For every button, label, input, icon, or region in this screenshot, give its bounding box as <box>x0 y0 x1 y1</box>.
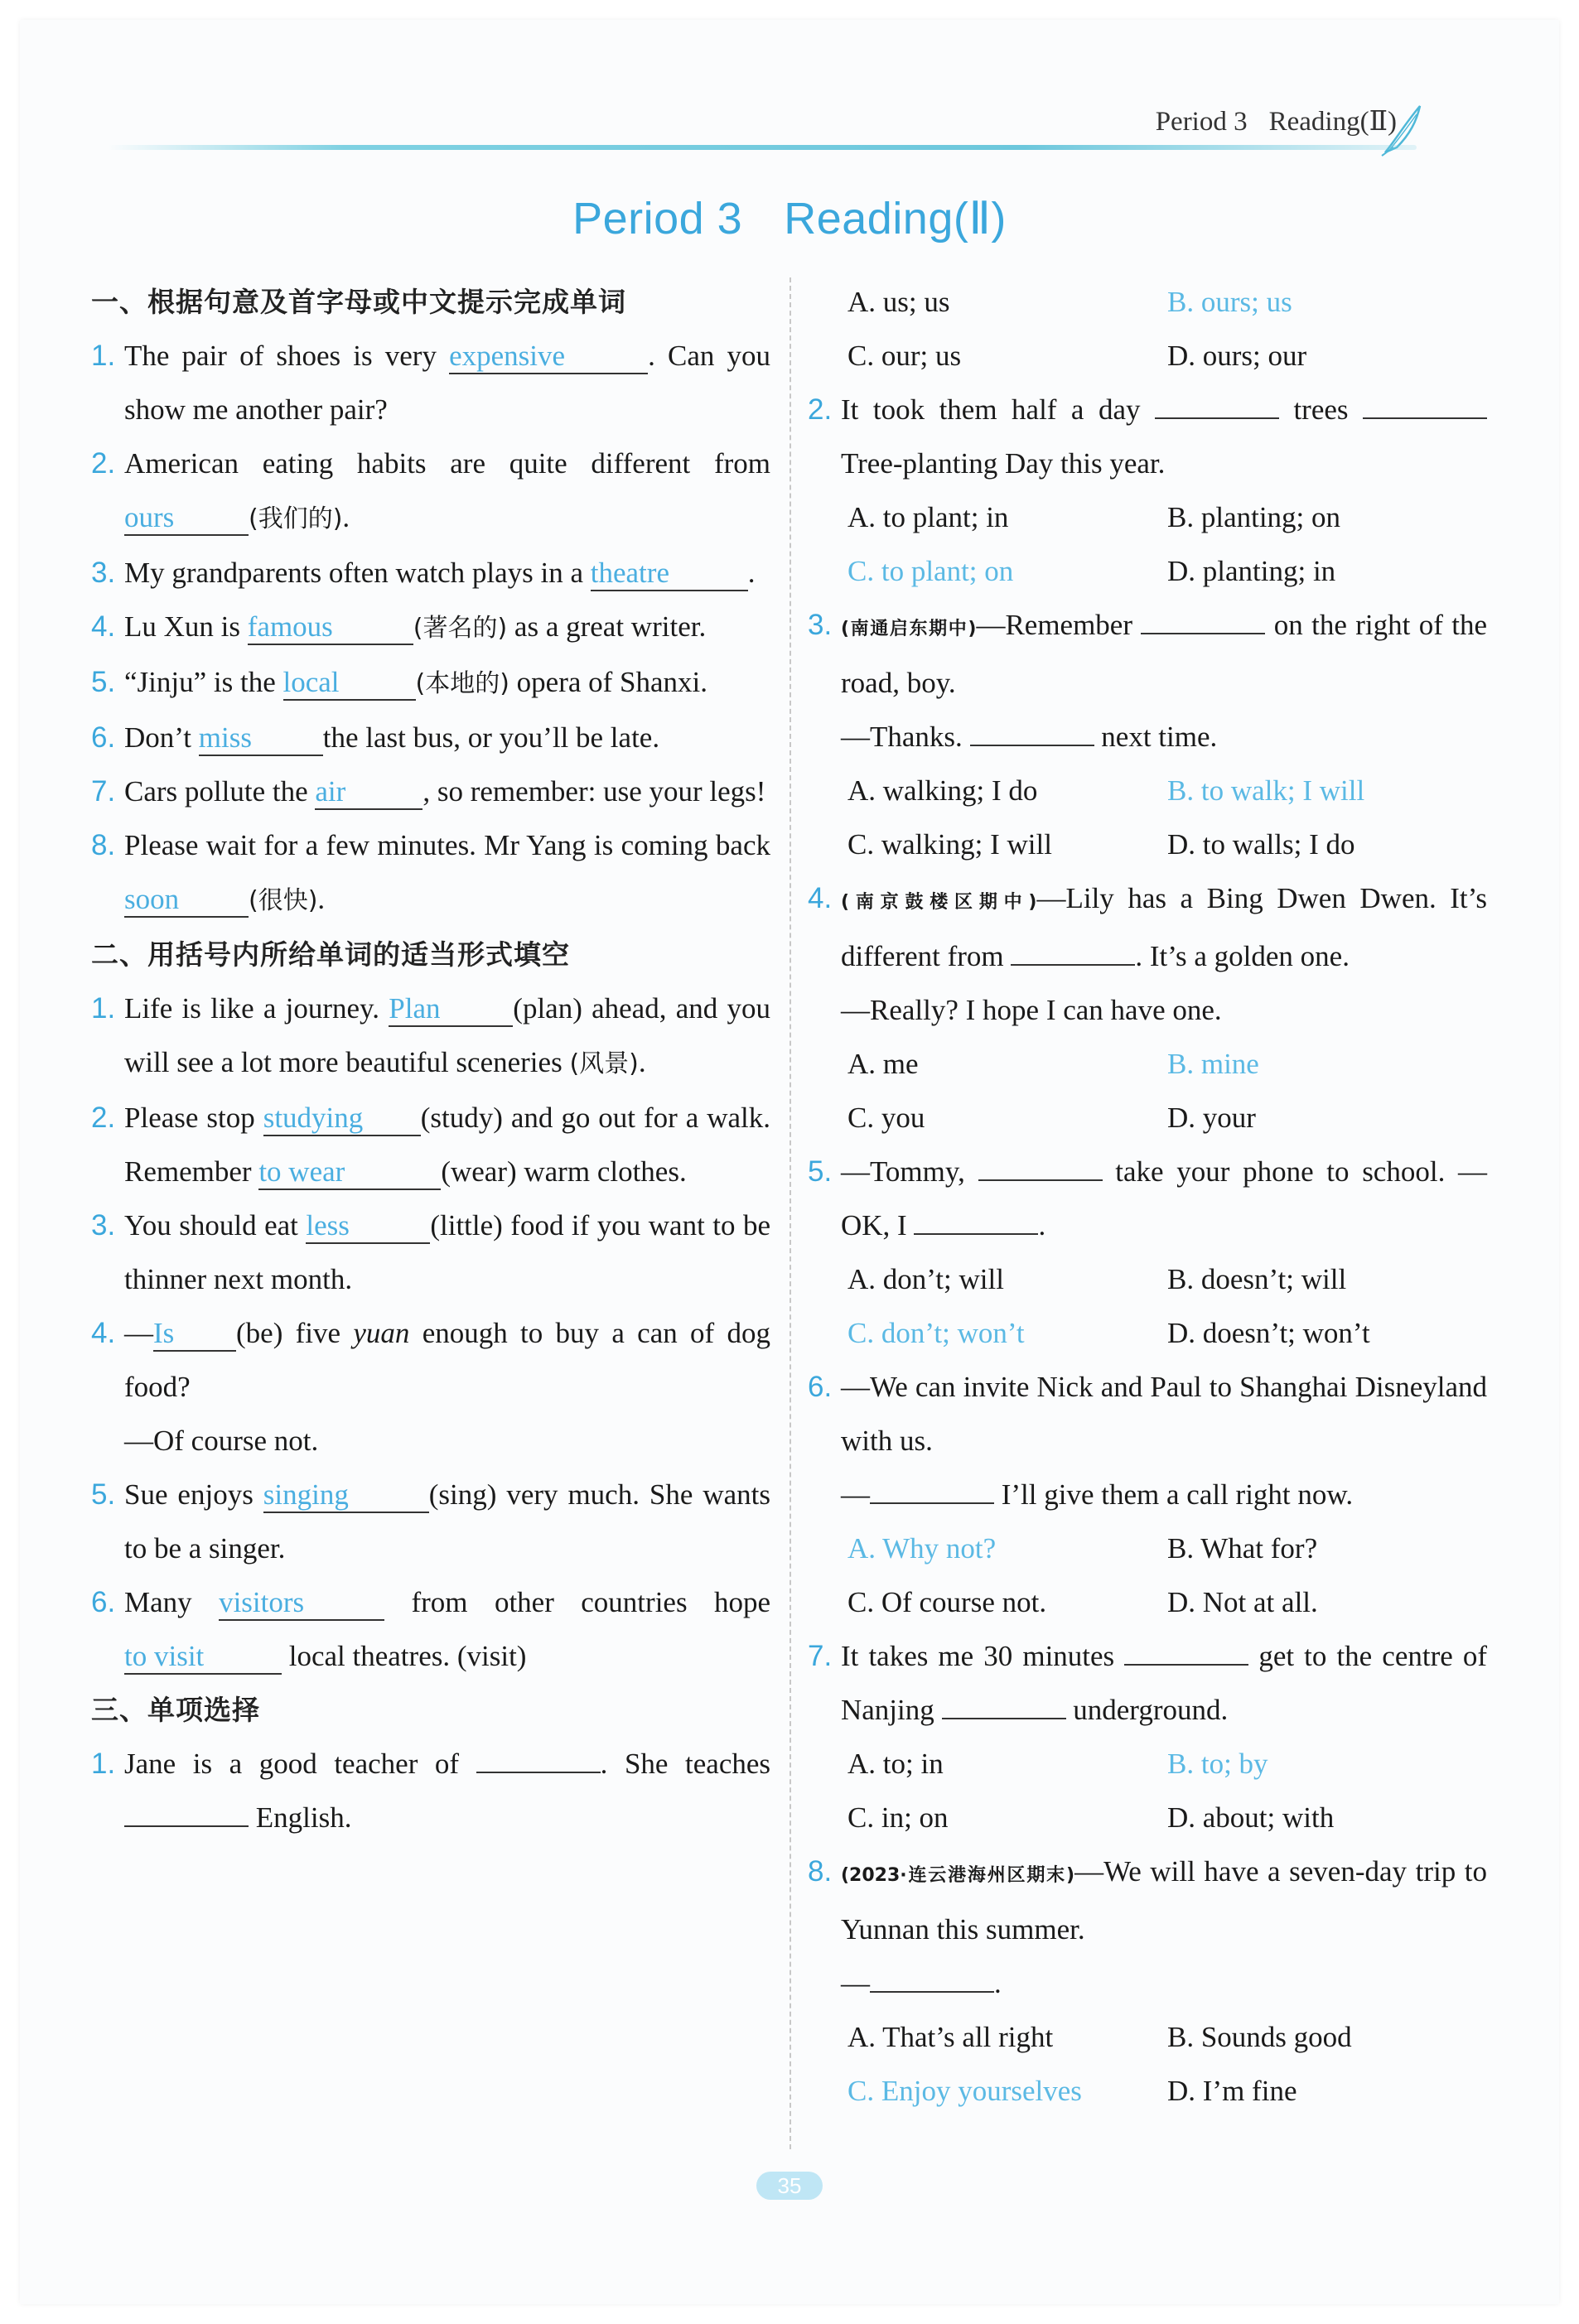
question-number: 1. <box>91 1748 116 1780</box>
section3-title: 三、单项选择 <box>91 1694 260 1726</box>
question-text: Tree-planting Day this year. <box>841 447 1166 480</box>
s1-question-1 <box>91 329 770 436</box>
option[interactable]: A. us; us <box>847 286 950 318</box>
answer-blank[interactable] <box>978 1156 1103 1181</box>
question-number: 1. <box>91 992 116 1025</box>
question-number: 5. <box>91 666 116 698</box>
source-note: (南京鼓楼区期中) <box>841 892 1037 913</box>
question-number: 6. <box>91 1586 116 1618</box>
s2-question-5 <box>91 1468 770 1575</box>
option[interactable]: C. you <box>847 1102 925 1134</box>
answer-blank[interactable] <box>1155 394 1279 419</box>
s3-question-7 <box>808 1629 1487 1737</box>
option-correct[interactable]: C. Enjoy yourselves <box>847 2075 1082 2107</box>
question-text: — <box>841 1478 870 1511</box>
answer-blank[interactable]: air <box>315 775 423 810</box>
answer-blank[interactable]: to wear <box>258 1155 441 1190</box>
s1-question-2 <box>91 436 770 546</box>
question-text: underground. <box>1073 1694 1229 1726</box>
option[interactable]: D. planting; in <box>1167 555 1336 587</box>
question-text: Sue enjoys <box>124 1478 254 1511</box>
question-text: from other countries hope <box>411 1586 771 1618</box>
reply-line <box>841 1468 1487 1521</box>
options-row <box>808 2064 1487 2118</box>
s3-question-5 <box>808 1145 1487 1252</box>
option[interactable]: A. That’s all right <box>847 2021 1054 2053</box>
option[interactable]: D. Not at all. <box>1167 1586 1318 1618</box>
option-correct[interactable]: B. to walk; I will <box>1167 774 1365 807</box>
question-text: next time. <box>1101 721 1218 753</box>
question-text: Please wait for a few minutes. Mr Yang is coming back <box>124 829 770 861</box>
options-row <box>808 275 1487 329</box>
question-number: 6. <box>808 1371 833 1403</box>
option[interactable]: D. about; with <box>1167 1801 1335 1834</box>
option[interactable]: B. doesn’t; will <box>1167 1263 1347 1295</box>
answer-blank[interactable] <box>870 1479 994 1504</box>
option-correct[interactable]: C. to plant; on <box>847 555 1014 587</box>
options-row <box>808 2010 1487 2064</box>
source-note: (南通启东期中) <box>841 619 977 639</box>
question-number: 2. <box>808 393 833 426</box>
question-text: , so remember: use your legs! <box>423 775 766 808</box>
option[interactable]: B. What for? <box>1167 1532 1318 1565</box>
question-text: Don’t <box>124 721 192 754</box>
chinese-hint: (很快) <box>249 886 318 915</box>
s3-question-6 <box>808 1360 1487 1521</box>
question-text: “Jinju” is the <box>124 666 276 698</box>
header-rule <box>108 145 1417 150</box>
question-number: 7. <box>808 1640 833 1672</box>
chinese-hint: (风景) <box>569 1049 639 1078</box>
s3-question-3 <box>808 598 1487 764</box>
question-number: 5. <box>808 1155 833 1188</box>
options-row <box>808 1252 1487 1306</box>
option-correct[interactable]: B. to; by <box>1167 1748 1268 1780</box>
options-row <box>808 764 1487 817</box>
options-row <box>808 490 1487 544</box>
answer-blank[interactable] <box>870 1968 994 1993</box>
question-number: 3. <box>91 557 116 589</box>
question-number: 2. <box>91 1102 116 1134</box>
answer-blank[interactable]: theatre <box>591 557 748 591</box>
question-text: . <box>638 1046 646 1078</box>
answer-blank[interactable] <box>124 1802 249 1827</box>
question-text: Life is like a journey. <box>124 992 380 1025</box>
question-text: —Tommy, <box>841 1155 965 1188</box>
column-divider <box>790 277 791 2149</box>
question-text: (plan) ahead, and you will see a lot more beautiful sceneries <box>124 992 770 1078</box>
question-text: the last bus, or you’ll be late. <box>322 721 660 754</box>
question-text: . <box>342 501 350 533</box>
question-text: American eating habits are quite different from <box>124 447 770 480</box>
answer-blank[interactable]: soon <box>124 883 249 918</box>
question-text: — <box>841 1967 870 1999</box>
answer-blank[interactable] <box>1141 610 1265 634</box>
option[interactable]: A. to; in <box>847 1748 944 1780</box>
answer-blank[interactable] <box>476 1748 601 1773</box>
question-text: . <box>317 883 326 915</box>
option[interactable]: A. to plant; in <box>847 501 1009 533</box>
question-text: . <box>747 557 756 589</box>
question-text: The pair of shoes is very <box>124 340 437 372</box>
header-reading: Reading(Ⅱ) <box>1268 107 1397 137</box>
answer-blank[interactable]: visitors <box>219 1586 384 1621</box>
answer-blank[interactable] <box>914 1210 1038 1235</box>
question-text: —We can invite Nick and Paul to Shanghai Disneyland with us. <box>841 1371 1487 1457</box>
option[interactable]: A. don’t; will <box>847 1263 1004 1295</box>
page-title <box>0 192 1579 244</box>
title-period: Period 3 <box>572 194 743 243</box>
question-text: . <box>994 1967 1002 1999</box>
question-text: Many <box>124 1586 192 1618</box>
answer-blank[interactable]: singing <box>263 1478 429 1513</box>
s3-question-4 <box>808 871 1487 1037</box>
page-number: 35 <box>756 2172 823 2200</box>
options-row <box>808 1791 1487 1844</box>
question-text: It takes me 30 minutes <box>841 1640 1115 1672</box>
options-row <box>808 544 1487 598</box>
question-text: (little) food if you want to be thinner next month. <box>124 1209 771 1295</box>
question-text: . <box>1038 1209 1046 1242</box>
italic-word: yuan <box>353 1317 410 1349</box>
option[interactable]: C. our; us <box>847 340 962 372</box>
options-row <box>808 1091 1487 1145</box>
s3-question-2 <box>808 383 1487 490</box>
question-text: (study) and go out for a walk. Remember <box>124 1102 771 1188</box>
question-number: 1. <box>91 340 116 372</box>
answer-blank[interactable]: less <box>306 1209 430 1244</box>
question-text: as a great writer. <box>514 610 707 643</box>
answer-blank[interactable]: local <box>283 666 416 701</box>
option-correct[interactable]: B. ours; us <box>1167 286 1292 318</box>
question-text: enough to buy a can of dog food? <box>124 1317 770 1403</box>
question-text: on the right of the road, boy. <box>841 609 1487 699</box>
question-number: 3. <box>91 1209 116 1242</box>
answer-blank[interactable] <box>1363 394 1487 419</box>
option[interactable]: C. Of course not. <box>847 1586 1047 1618</box>
question-text: — <box>124 1317 153 1349</box>
reply-line: —Of course not. <box>124 1425 319 1457</box>
chinese-hint: (本地的) <box>415 669 509 698</box>
s2-question-4 <box>91 1306 770 1468</box>
question-text: opera of Shanxi. <box>516 666 708 698</box>
question-text: —We will have a seven-day trip to Yunnan this summer. <box>841 1855 1487 1946</box>
s2-question-1 <box>91 981 770 1091</box>
question-text: (wear) warm clothes. <box>441 1155 687 1188</box>
options-row <box>808 1575 1487 1629</box>
question-text: I’ll give them a call right now. <box>1001 1478 1354 1511</box>
answer-blank[interactable]: famous <box>248 610 413 645</box>
header-period: Period 3 <box>1155 107 1248 137</box>
reply-line: —Really? I hope I can have one. <box>841 994 1222 1026</box>
s3-question-8 <box>808 1844 1487 2010</box>
option[interactable]: D. ours; our <box>1167 340 1307 372</box>
option[interactable]: D. doesn’t; won’t <box>1167 1317 1370 1349</box>
s1-question-7 <box>91 764 770 818</box>
question-text: get to the centre of Nanjing <box>841 1640 1487 1726</box>
left-column <box>91 275 770 1844</box>
question-text: —Remember <box>976 609 1132 641</box>
answer-blank[interactable]: expensive <box>449 340 648 374</box>
question-text: . Can you show me another pair? <box>124 340 771 426</box>
options-row <box>808 1037 1487 1091</box>
question-text: Cars pollute the <box>124 775 308 808</box>
question-text: Please stop <box>124 1102 255 1134</box>
answer-blank[interactable]: to visit <box>124 1640 282 1675</box>
question-number: 2. <box>91 447 116 480</box>
title-reading: Reading(Ⅱ) <box>784 194 1007 243</box>
s2-question-2 <box>91 1091 770 1198</box>
s1-question-8 <box>91 818 770 928</box>
question-number: 5. <box>91 1478 116 1511</box>
question-text: Jane is a good teacher of <box>124 1748 460 1780</box>
feather-pen-icon <box>1379 101 1428 159</box>
option[interactable]: D. I’m fine <box>1167 2075 1297 2107</box>
question-text: . It’s a golden one. <box>1135 940 1350 972</box>
option[interactable]: B. Sounds good <box>1167 2021 1352 2053</box>
question-text: local theatres. (visit) <box>288 1640 527 1672</box>
question-number: 3. <box>808 609 833 641</box>
options-row <box>808 1737 1487 1791</box>
question-text: It took them half a day <box>841 393 1141 426</box>
answer-blank[interactable] <box>970 721 1094 746</box>
options-row <box>808 329 1487 383</box>
s3-question-1 <box>91 1737 770 1844</box>
question-text: (be) five <box>236 1317 341 1349</box>
question-text: Lu Xun is <box>124 610 240 643</box>
question-text: take your phone to school. —OK, I <box>841 1155 1488 1242</box>
running-header <box>1156 104 1397 137</box>
question-text: . She teaches <box>600 1748 771 1780</box>
s1-question-6 <box>91 711 770 764</box>
question-text: trees <box>1293 393 1349 426</box>
options-row <box>808 1306 1487 1360</box>
chinese-hint: (著名的) <box>413 614 508 643</box>
question-number: 6. <box>91 721 116 754</box>
answer-blank[interactable]: Plan <box>389 992 513 1027</box>
source-note: (2023·连云港海州区期末) <box>841 1865 1075 1886</box>
option[interactable]: D. to walls; I do <box>1167 828 1355 861</box>
question-number: 7. <box>91 775 116 808</box>
answer-blank[interactable] <box>1124 1641 1248 1666</box>
options-row <box>808 1521 1487 1575</box>
option[interactable]: A. walking; I do <box>847 774 1038 807</box>
option[interactable]: C. in; on <box>847 1801 949 1834</box>
question-number: 4. <box>91 1317 116 1349</box>
option-correct[interactable]: B. mine <box>1167 1048 1259 1080</box>
question-text: (sing) very much. She wants to be a singer. <box>124 1478 770 1565</box>
s2-question-3 <box>91 1198 770 1306</box>
answer-blank[interactable]: Is <box>153 1317 236 1352</box>
option[interactable]: C. walking; I will <box>847 828 1052 861</box>
section1-title: 一、根据句意及首字母或中文提示完成单词 <box>91 286 626 318</box>
question-number: 8. <box>91 829 116 861</box>
answer-blank[interactable]: miss <box>199 721 323 756</box>
answer-blank[interactable]: studying <box>263 1102 421 1136</box>
question-text: My grandparents often watch plays in a <box>124 557 584 589</box>
s2-question-6 <box>91 1575 770 1683</box>
question-number: 4. <box>91 610 116 643</box>
s1-question-3 <box>91 546 770 600</box>
answer-blank[interactable]: ours <box>124 501 249 536</box>
s1-question-5 <box>91 655 770 711</box>
question-text: You should eat <box>124 1209 298 1242</box>
chinese-hint: (我们的) <box>249 504 343 533</box>
reply-line <box>841 710 1487 764</box>
answer-blank[interactable] <box>1011 941 1135 966</box>
option[interactable]: B. planting; on <box>1167 501 1341 533</box>
reply-line <box>841 1956 1487 2010</box>
question-number: 4. <box>808 882 833 914</box>
question-text: English. <box>255 1801 352 1834</box>
section2-title: 二、用括号内所给单词的适当形式填空 <box>91 938 570 971</box>
question-text: —Thanks. <box>841 721 963 753</box>
option-correct[interactable]: C. don’t; won’t <box>847 1317 1025 1349</box>
s1-question-4 <box>91 600 770 655</box>
question-number: 8. <box>808 1855 833 1888</box>
options-row <box>808 817 1487 871</box>
option[interactable]: A. me <box>847 1048 919 1080</box>
question-text: —Lily has a Bing Dwen Dwen. It’s different from <box>841 882 1487 972</box>
answer-blank[interactable] <box>942 1695 1066 1719</box>
option-correct[interactable]: A. Why not? <box>847 1532 997 1565</box>
right-column <box>808 275 1487 2118</box>
option[interactable]: D. your <box>1167 1102 1256 1134</box>
